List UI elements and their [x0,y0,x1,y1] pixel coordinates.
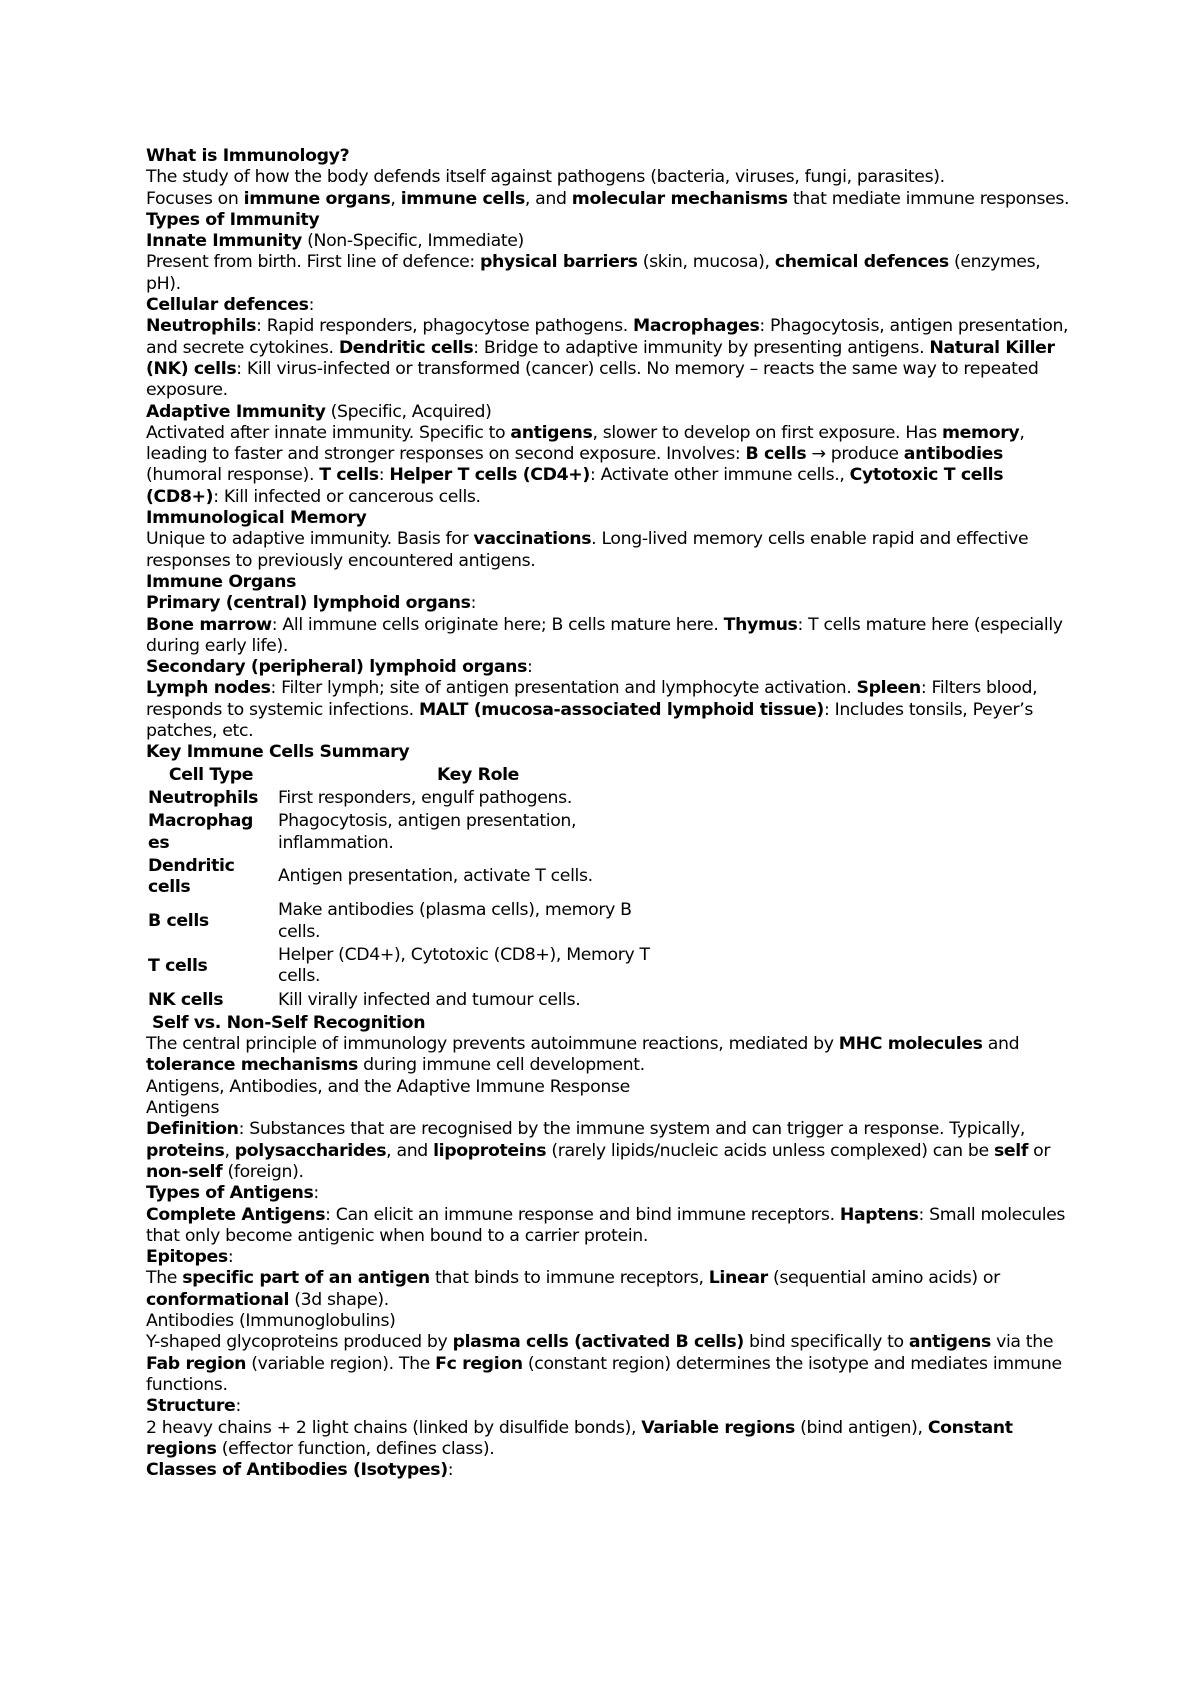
text-run: Unique to adaptive immunity. Basis for [146,529,474,550]
paragraph-q2 [146,1034,1076,1077]
paragraph-q13 [146,1418,1076,1461]
text-run: . Long-lived memory cells enable rapid and effective responses to previously encountered antigens. [146,529,1029,571]
text-run: : All immune cells originate here; B cells mature here. [271,614,724,635]
bold-text: Fab region [146,1353,247,1374]
paragraph-q11 [146,1332,1076,1396]
table-row [146,856,680,901]
bold-text: Cytotoxic T cells (CD8+) [146,465,1004,507]
bold-text: immune organs [243,188,391,209]
bold-text: Spleen [856,678,921,699]
cell-type: NK cells [148,989,224,1010]
paragraph-p10 [146,423,1076,508]
table-header-cell-type: Cell Type [168,764,254,785]
paragraph-p7 [146,295,1076,316]
text-run: → produce [806,444,904,465]
table-header-row [146,765,680,788]
text-run: Activated after innate immunity. Specific to [146,422,511,443]
text-run: Present from birth. First line of defence: [146,252,480,273]
text-run: The central principle of immunology prevents autoimmune reactions, mediated by [146,1034,839,1055]
bold-text: Immunological Memory [146,508,367,529]
bold-text: Key Immune Cells Summary [146,742,410,763]
paragraph-p13 [146,572,1076,593]
text-run: during immune cell development. [358,1055,645,1076]
paragraph-q7 [146,1205,1076,1248]
cell-role: Kill virally infected and tumour cells. [278,989,581,1010]
bold-text: Macrophages [633,316,760,337]
table-row [146,990,680,1013]
cell-role: Helper (CD4+), Cytotoxic (CD8+), Memory T cells. [278,944,650,987]
text-run: Antigens [146,1098,220,1119]
paragraph-q8 [146,1247,1076,1268]
bold-text: Fc region [435,1353,523,1374]
bold-text: Types of Immunity [146,209,320,230]
paragraph-p11 [146,508,1076,529]
paragraph-p6 [146,252,1076,295]
paragraph-p12 [146,529,1076,572]
bold-text: Thymus [723,614,798,635]
cell-role: Phagocytosis, antigen presentation, inflammation. [278,811,577,853]
section-intro [146,146,1076,764]
text-run: , slower to develop on first exposure. Has [592,422,943,443]
bold-text: Innate Immunity [146,231,302,252]
bold-text: Variable regions [641,1417,795,1438]
paragraph-p8 [146,316,1076,401]
paragraph-p18 [146,742,1076,763]
bold-text: Helper T cells (CD4+) [389,465,590,486]
text-run: (Non-Specific, Immediate) [301,231,524,252]
text-run: : [227,1247,234,1268]
text-run: that binds to immune receptors, [429,1268,709,1289]
text-run: : [308,295,315,316]
paragraph-p16 [146,657,1076,678]
text-run: Antibodies (Immunoglobulins) [146,1311,396,1332]
bold-text: memory [942,422,1020,443]
bold-text: polysaccharides [234,1140,387,1161]
text-run: or [1028,1140,1051,1161]
bold-text: non-self [146,1161,223,1182]
text-run: that mediate immune responses. [787,188,1070,209]
paragraph-p1 [146,146,1076,167]
text-run: : [527,657,533,678]
bold-text: Structure [146,1396,236,1417]
bold-text: Epitopes [146,1247,228,1268]
bold-text: antigens [908,1332,991,1353]
text-run: : [313,1183,319,1204]
bold-text: MHC molecules [838,1034,983,1055]
text-run: and [982,1034,1020,1055]
paragraph-q9 [146,1268,1076,1311]
bold-text: Dendritic cells [338,337,474,358]
bold-text: Immune Organs [146,571,297,592]
text-run: : Bridge to adaptive immunity by presenting antigens. [473,337,930,358]
text-run: (variable region). The [246,1353,436,1374]
bold-text: Linear [708,1268,768,1289]
bold-text: MALT (mucosa-associated lymphoid tissue) [418,699,824,720]
document-body [146,146,1076,1481]
text-run: : Substances that are recognised by the immune system and can trigger a response. Typically, [238,1119,1026,1140]
bold-text: Definition [146,1119,239,1140]
text-run: 2 heavy chains + 2 light chains (linked by disulfide bonds), [146,1417,642,1438]
paragraph-p9 [146,402,1076,423]
paragraph-q3 [146,1077,1076,1098]
table-row [146,788,680,811]
bold-text: Self vs. Non-Self Recognition [152,1012,426,1033]
cell-role: First responders, engulf pathogens. [278,787,572,808]
paragraph-q6 [146,1183,1076,1204]
text-run: The [146,1268,183,1289]
paragraph-p5 [146,231,1076,252]
bold-text: tolerance mechanisms [146,1055,358,1076]
bold-text: Types of Antigens [146,1183,314,1204]
text-run: (skin, mucosa), [637,252,775,273]
bold-text: proteins [146,1140,225,1161]
paragraph-q12 [146,1396,1076,1417]
paragraph-q1 [146,1013,1076,1034]
text-run: (foreign). [222,1161,304,1182]
bold-text: B cells [745,444,807,465]
text-run: : Rapid responders, phagocytose pathogens. [256,316,634,337]
text-run: (rarely lipids/nucleic acids unless complexed) can be [546,1140,994,1161]
bold-text: immune cells [400,188,525,209]
paragraph-q4 [146,1098,1076,1119]
bold-text: antigens [510,422,593,443]
text-run: : Kill virus-infected or transformed (cancer) cells. No memory – reacts the same way to repeated exposure. [146,358,1039,401]
immune-cells-table [146,765,680,1013]
text-run: , and [524,188,572,209]
paragraph-q10 [146,1311,1076,1332]
text-run: : Kill infected or cancerous cells. [213,486,481,507]
text-run: : [447,1460,454,1481]
cell-type: B cells [148,911,209,932]
section-antigens [146,1013,1076,1482]
table-row [146,900,680,945]
bold-text: plasma cells (activated B cells) [452,1332,744,1353]
bold-text: Haptens [839,1204,919,1225]
text-run: : Activate other immune cells., [589,465,850,486]
bold-text: Primary (central) lymphoid organs [146,593,471,614]
bold-text: chemical defences [774,252,949,273]
bold-text: Natural Killer (NK) cells [146,337,1055,379]
text-run: : Filters blood, responds to systemic infections. [146,678,1038,720]
cell-role: Make antibodies (plasma cells), memory B cells. [278,900,632,942]
cell-type: T cells [148,955,208,976]
paragraph-p4 [146,210,1076,231]
text-run: : Small molecules that only become antigenic when bound to a carrier protein. [146,1204,1066,1246]
text-run: (humoral response). [146,465,320,486]
bold-text: Constant regions [146,1417,1013,1459]
text-run: (enzymes, pH). [146,252,1041,294]
text-run: : [235,1396,241,1417]
bold-text: physical barriers [480,252,638,273]
text-run: : [378,465,390,486]
cell-type: Macrophag es [148,811,254,853]
bold-text: Adaptive Immunity [146,401,326,422]
bold-text: antibodies [903,444,1003,465]
table-header-key-role: Key Role [436,764,520,785]
paragraph-q5 [146,1119,1076,1183]
bold-text: Cellular defences [146,295,309,316]
text-run: Antigens, Antibodies, and the Adaptive Immune Response [146,1076,630,1097]
text-run: (bind antigen), [794,1417,928,1438]
bold-text: Classes of Antibodies (Isotypes) [146,1460,448,1481]
text-run: : Filter lymph; site of antigen presentation and lymphocyte activation. [270,678,857,699]
bold-text: Bone marrow [146,614,272,635]
text-run: : T cells mature here (especially during early life). [146,614,1063,656]
paragraph-p14 [146,593,1076,614]
bold-text: molecular mechanisms [571,188,788,209]
cell-role: Antigen presentation, activate T cells. [278,866,593,887]
table-row [146,945,680,990]
paragraph-p15 [146,615,1076,658]
table-row [146,811,680,856]
bold-text: Complete Antigens [146,1204,326,1225]
text-run: (constant region) determines the isotype and mediates immune functions. [146,1353,1062,1395]
text-run: : Can elicit an immune response and bind immune receptors. [325,1204,840,1225]
text-run: : Phagocytosis, antigen presentation, and secrete cytokines. [146,316,1069,358]
text-run: (Specific, Acquired) [325,401,492,422]
cell-type: Dendritic cells [148,855,235,898]
text-run: , [224,1140,235,1161]
bold-text: Secondary (peripheral) lymphoid organs [146,657,528,678]
paragraph-q14 [146,1460,1076,1481]
bold-text: Neutrophils [146,316,257,337]
bold-text: conformational [146,1289,290,1310]
bold-text: What is Immunology? [146,146,350,166]
paragraph-p3 [146,189,1076,210]
paragraph-p17 [146,678,1076,742]
paragraph-p2 [146,167,1076,188]
bold-text: specific part of an antigen [182,1268,430,1289]
text-run: The study of how the body defends itself against pathogens (bacteria, viruses, fungi, parasites). [146,167,945,188]
cell-type: Neutrophils [148,787,259,808]
bold-text: lipoproteins [433,1140,547,1161]
text-run: , [390,188,401,209]
bold-text: T cells [319,465,379,486]
text-run: : [470,593,477,614]
text-run: Focuses on [146,188,244,209]
text-run: (3d shape). [289,1289,389,1310]
bold-text: Lymph nodes [146,678,271,699]
text-run: bind specifically to [743,1332,909,1353]
text-run: : Includes tonsils, Peyer’s patches, etc. [146,699,1034,742]
text-run: Y-shaped glycoproteins produced by [146,1332,453,1353]
text-run: , leading to faster and stronger responses on second exposure. Involves: [146,422,1025,465]
text-run: via the [990,1332,1054,1353]
bold-text: vaccinations [473,529,592,550]
text-run: , and [386,1140,434,1161]
bold-text: self [993,1140,1029,1161]
text-run: (sequential amino acids) or [767,1268,1000,1289]
text-run: (effector function, defines class). [216,1438,495,1459]
